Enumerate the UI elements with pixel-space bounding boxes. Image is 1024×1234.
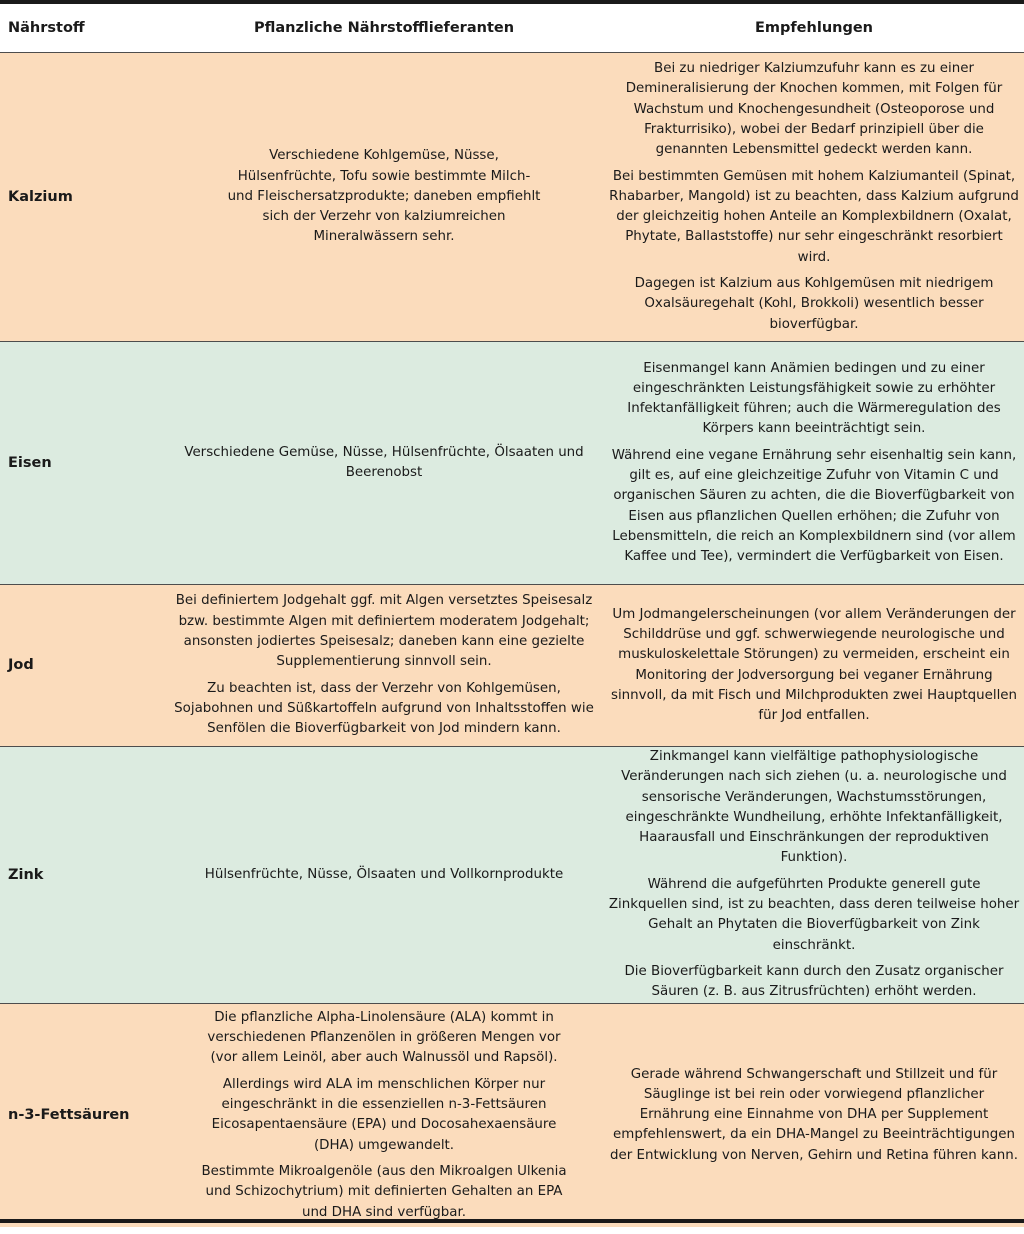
table-row-zink [0, 747, 1024, 1004]
sources-paragraph: Verschiedene Kohlgemüse, Nüsse, Hülsenfrüchte, Tofu sowie bestimmte Milch- und Fleischersatzprodukte; daneben empfiehlt sich der Verzehr von kalziumreichen Mineralwässern sehr. [227, 148, 541, 245]
sources-paragraph: Verschiedene Gemüse, Nüsse, Hülsenfrüchte, Ölsaaten und Beerenobst [184, 444, 584, 480]
recommendation-paragraph: Während eine vegane Ernährung sehr eisenhaltig sein kann, gilt es, auf eine gleichzeitige Zufuhr von Vitamin C und organischen Säuren zu achten, die die Bioverfügbarkeit von Eisen aus pflanzlichen Quellen erhöhen; die Zufuhr von Lebensmitteln, die reich an Komplexbildnern sind (vor allem Kaffee und Tee), vermindert die Verfügbarkeit von Eisen. [611, 447, 1017, 565]
recommendation-paragraph: Bei zu niedriger Kalziumzufuhr kann es zu einer Demineralisierung der Knochen kommen, mit Folgen für Wachstum und Knochengesundheit (Osteoporose und Frakturrisiko), wobei der Bedarf prinzipiell über die genannten Lebensmittel gedeckt werden kann. [625, 61, 1003, 158]
nutrient-name: Kalzium [0, 53, 164, 342]
sources-paragraph: Allerdings wird ALA im menschlichen Körper nur eingeschränkt in die essenziellen n-3-Fettsäuren Eicosapentaensäure (EPA) und Docosahexaensäure (DHA) umgewandelt. [211, 1076, 557, 1153]
recommendations-cell [604, 585, 1024, 747]
table-bottom-rule [0, 1219, 1024, 1223]
sources-paragraph: Zu beachten ist, dass der Verzehr von Kohlgemüsen, Sojabohnen und Süßkartoffeln aufgrund von Inhaltsstoffen wie Senfölen die Bioverfügbarkeit von Jod mindern kann. [174, 680, 594, 737]
recommendation-paragraph: Während die aufgeführten Produkte generell gute Zinkquellen sind, ist zu beachten, dass deren teilweise hoher Gehalt an Phytaten die Bioverfügbarkeit von Zink einschränkt. [608, 876, 1020, 953]
nutrient-table [0, 4, 1024, 1227]
sources-cell [164, 1003, 604, 1227]
nutrient-name: Jod [0, 585, 164, 747]
recommendation-paragraph: Die Bioverfügbarkeit kann durch den Zusatz organischer Säuren (z. B. aus Zitrusfrüchten) erhöht werden. [624, 963, 1004, 1000]
recommendations-cell [604, 1003, 1024, 1227]
recommendation-paragraph: Um Jodmangelerscheinungen (vor allem Veränderungen der Schilddrüse und ggf. schwerwiegende neurologische und muskuloskelettale Störungen) zu vermeiden, erscheint ein Monitoring der Jodversorgung bei veganer Ernährung sinnvoll, da mit Fisch und Milchprodukten zwei Hauptquellen für Jod entfallen. [610, 606, 1018, 724]
nutrient-name: Eisen [0, 342, 164, 585]
recommendations-cell [604, 342, 1024, 585]
recommendation-paragraph: Dagegen ist Kalzium aus Kohlgemüsen mit niedrigem Oxalsäuregehalt (Kohl, Brokkoli) wesentlich besser bioverfügbar. [634, 276, 994, 332]
nutrient-name: n-3-Fettsäuren [0, 1003, 164, 1227]
recommendations-cell [604, 747, 1024, 1004]
table-row-kalzium [0, 53, 1024, 342]
recommendation-paragraph: Eisenmangel kann Anämien bedingen und zu einer eingeschränkten Leistungsfähigkeit sowie zu erhöhter Infektanfälligkeit führen; auch die Wärmeregulation des Körpers kann beeinträchtigt sein. [627, 360, 1001, 437]
recommendation-paragraph: Zinkmangel kann vielfältige pathophysiologische Veränderungen nach sich ziehen (u. a. neurologische und sensorische Veränderungen, Wachstumsstörungen, eingeschränkte Wundheilung, erhöhte Infektanfälligkeit, Haarausfall und Einschränkungen der reproduktiven Funktion). [621, 749, 1007, 866]
sources-cell [164, 747, 604, 1004]
recommendation-paragraph: Bei bestimmten Gemüsen mit hohem Kalziumanteil (Spinat, Rhabarber, Mangold) ist zu beachten, dass Kalzium aufgrund der gleichzeitig hohen Anteile an Komplexbildnern (Oxalat, Phytate, Ballaststoffe) nur sehr eingeschränkt resorbiert wird. [609, 168, 1019, 265]
header-naehrstoff: Nährstoff [0, 4, 164, 53]
table-header-row [0, 4, 1024, 53]
sources-cell [164, 585, 604, 747]
table-row-n3-fettsaeuren [0, 1003, 1024, 1227]
sources-paragraph: Bei definiertem Jodgehalt ggf. mit Algen versetztes Speisesalz bzw. bestimmte Algen mit definiertem moderatem Jodgehalt; ansonsten jodiertes Speisesalz; daneben kann eine gezielte Supplementierung sinnvoll sein. [175, 593, 593, 670]
sources-paragraph: Die pflanzliche Alpha-Linolensäure (ALA) kommt in verschiedenen Pflanzenölen in größeren Mengen vor (vor allem Leinöl, aber auch Walnussöl und Rapsöl). [207, 1009, 561, 1066]
table-row-eisen [0, 342, 1024, 585]
header-recommendations: Empfehlungen [604, 4, 1024, 53]
sources-paragraph: Bestimmte Mikroalgenöle (aus den Mikroalgen Ulkenia und Schizochytrium) mit definierten Gehalten an EPA und DHA sind verfügbar. [201, 1163, 567, 1220]
nutrient-name: Zink [0, 747, 164, 1004]
sources-cell [164, 342, 604, 585]
sources-paragraph: Hülsenfrüchte, Nüsse, Ölsaaten und Vollkornprodukte [204, 866, 564, 882]
header-sources: Pflanzliche Nährstofflieferanten [164, 4, 604, 53]
table-row-jod [0, 585, 1024, 747]
sources-cell [164, 53, 604, 342]
recommendation-paragraph: Gerade während Schwangerschaft und Stillzeit und für Säuglinge ist bei rein oder vorwiegend pflanzlicher Ernährung eine Einnahme von DHA per Supplement empfehlenswert, da ein DHA-Mangel zu Beeinträchtigungen der Entwicklung von Nerven, Gehirn und Retina führen kann. [610, 1066, 1018, 1163]
recommendations-cell [604, 53, 1024, 342]
